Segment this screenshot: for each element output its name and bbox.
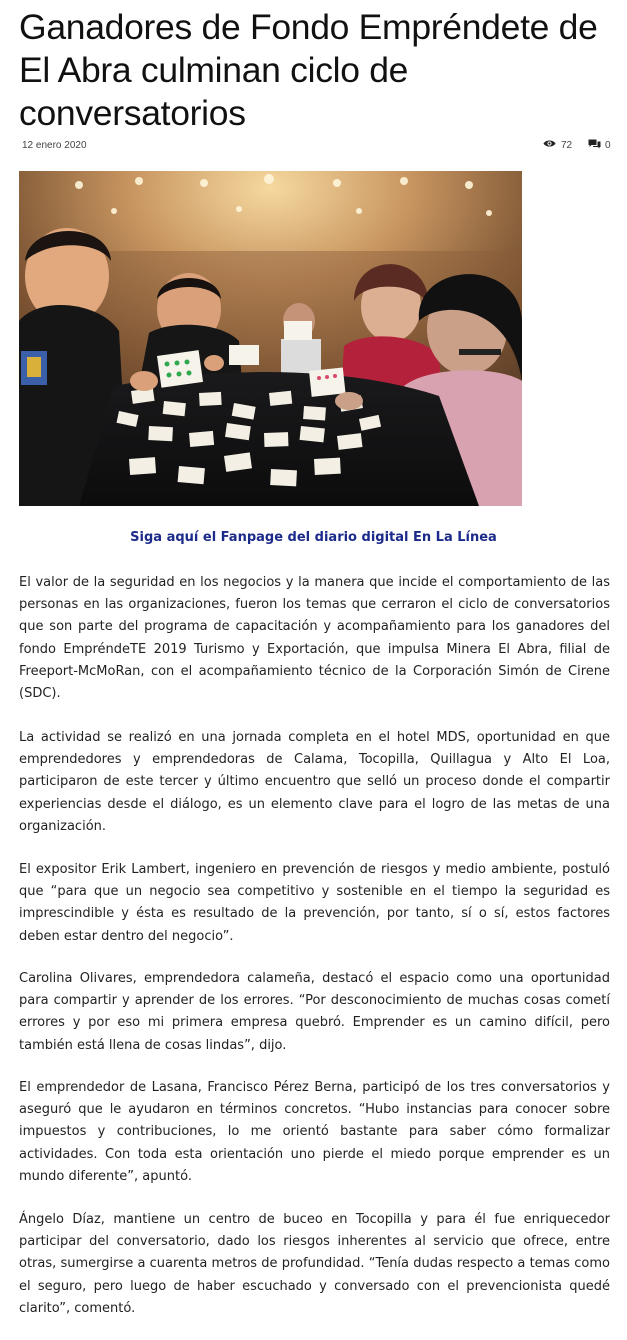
eye-icon: [543, 139, 556, 151]
article-paragraph-6: Ángelo Díaz, mantiene un centro de buceo en Tocopilla y para él fue enriquecedor participar del conversatorio, dado los riesgos inherentes al servicio que ofrece, entre otras, sumergirse a cuarenta metros de profundidad. “Tenía dudas respecto a temas como el seguro, pero luego de haber escuchado y conversado con el prevencionista quedé clarito”, comentó.: [19, 1212, 610, 1316]
article-paragraph-3: El expositor Erik Lambert, ingeniero en prevención de riesgos y medio ambiente, postuló que “para que un negocio sea competitivo y sostenible en el tiempo la seguridad es imprescindible y ésta es resultado de la prevención, por tanto, sí o sí, estos factores deben estar dentro del negocio”.: [19, 862, 610, 944]
fanpage-link[interactable]: Siga aquí el Fanpage del diario digital En La Línea: [130, 530, 497, 545]
views-count: 72: [561, 139, 573, 151]
comments-count: 0: [605, 140, 611, 151]
views-counter: [543, 139, 572, 151]
comments-counter[interactable]: [588, 139, 611, 152]
comment-bubble-icon: [588, 139, 601, 152]
article-title: Ganadores de Fondo Empréndete de El Abra culminan ciclo de conversatorios: [19, 7, 598, 133]
article-paragraph-1: El valor de la seguridad en los negocios y la manera que incide el comportamiento de las personas en las organizaciones, fueron los temas que cerraron el ciclo de conversatorios que son parte del programa de capacitación y acompañamiento para los ganadores del fondo EmpréndeTE 2019 Turismo y Exportación, que impulsa Minera El Abra, filial de Freeport-McMoRan, con el acompañamiento técnico de la Corporación Simón de Cirene (SDC).: [19, 575, 610, 702]
article-photo: [19, 171, 522, 506]
article-paragraph-4: Carolina Olivares, emprendedora calameña, destacó el espacio como una oportunidad para compartir y aprender de los errores. “Por desconocimiento de muchas cosas cometí errores y por eso mi primera empresa quebró. Emprender es un camino difícil, pero también está llena de cosas lindas”, dijo.: [19, 971, 610, 1053]
article-paragraph-2: La actividad se realizó en una jornada completa en el hotel MDS, oportunidad en que emprendedores y emprendedoras de Calama, Tocopilla, Quillagua y Alto El Loa, participaron de este tercer y último encuentro que selló un proceso donde el compartir experiencias desde el diálogo, es un elemento clave para el logro de las metas de una organización.: [19, 730, 610, 834]
publish-date: 12 enero 2020: [22, 140, 87, 151]
article-paragraph-5: El emprendedor de Lasana, Francisco Pérez Berna, participó de los tres conversatorios y aseguró que le ayudaron en términos concretos. “Hubo instancias para conocer sobre impuestos y contribuciones, lo me orientó bastante para saber cómo formalizar actividades. Con toda esta orientación uno pierde el miedo porque emprender es un mundo diferente”, apuntó.: [19, 1080, 610, 1184]
article-meta: [22, 138, 612, 154]
